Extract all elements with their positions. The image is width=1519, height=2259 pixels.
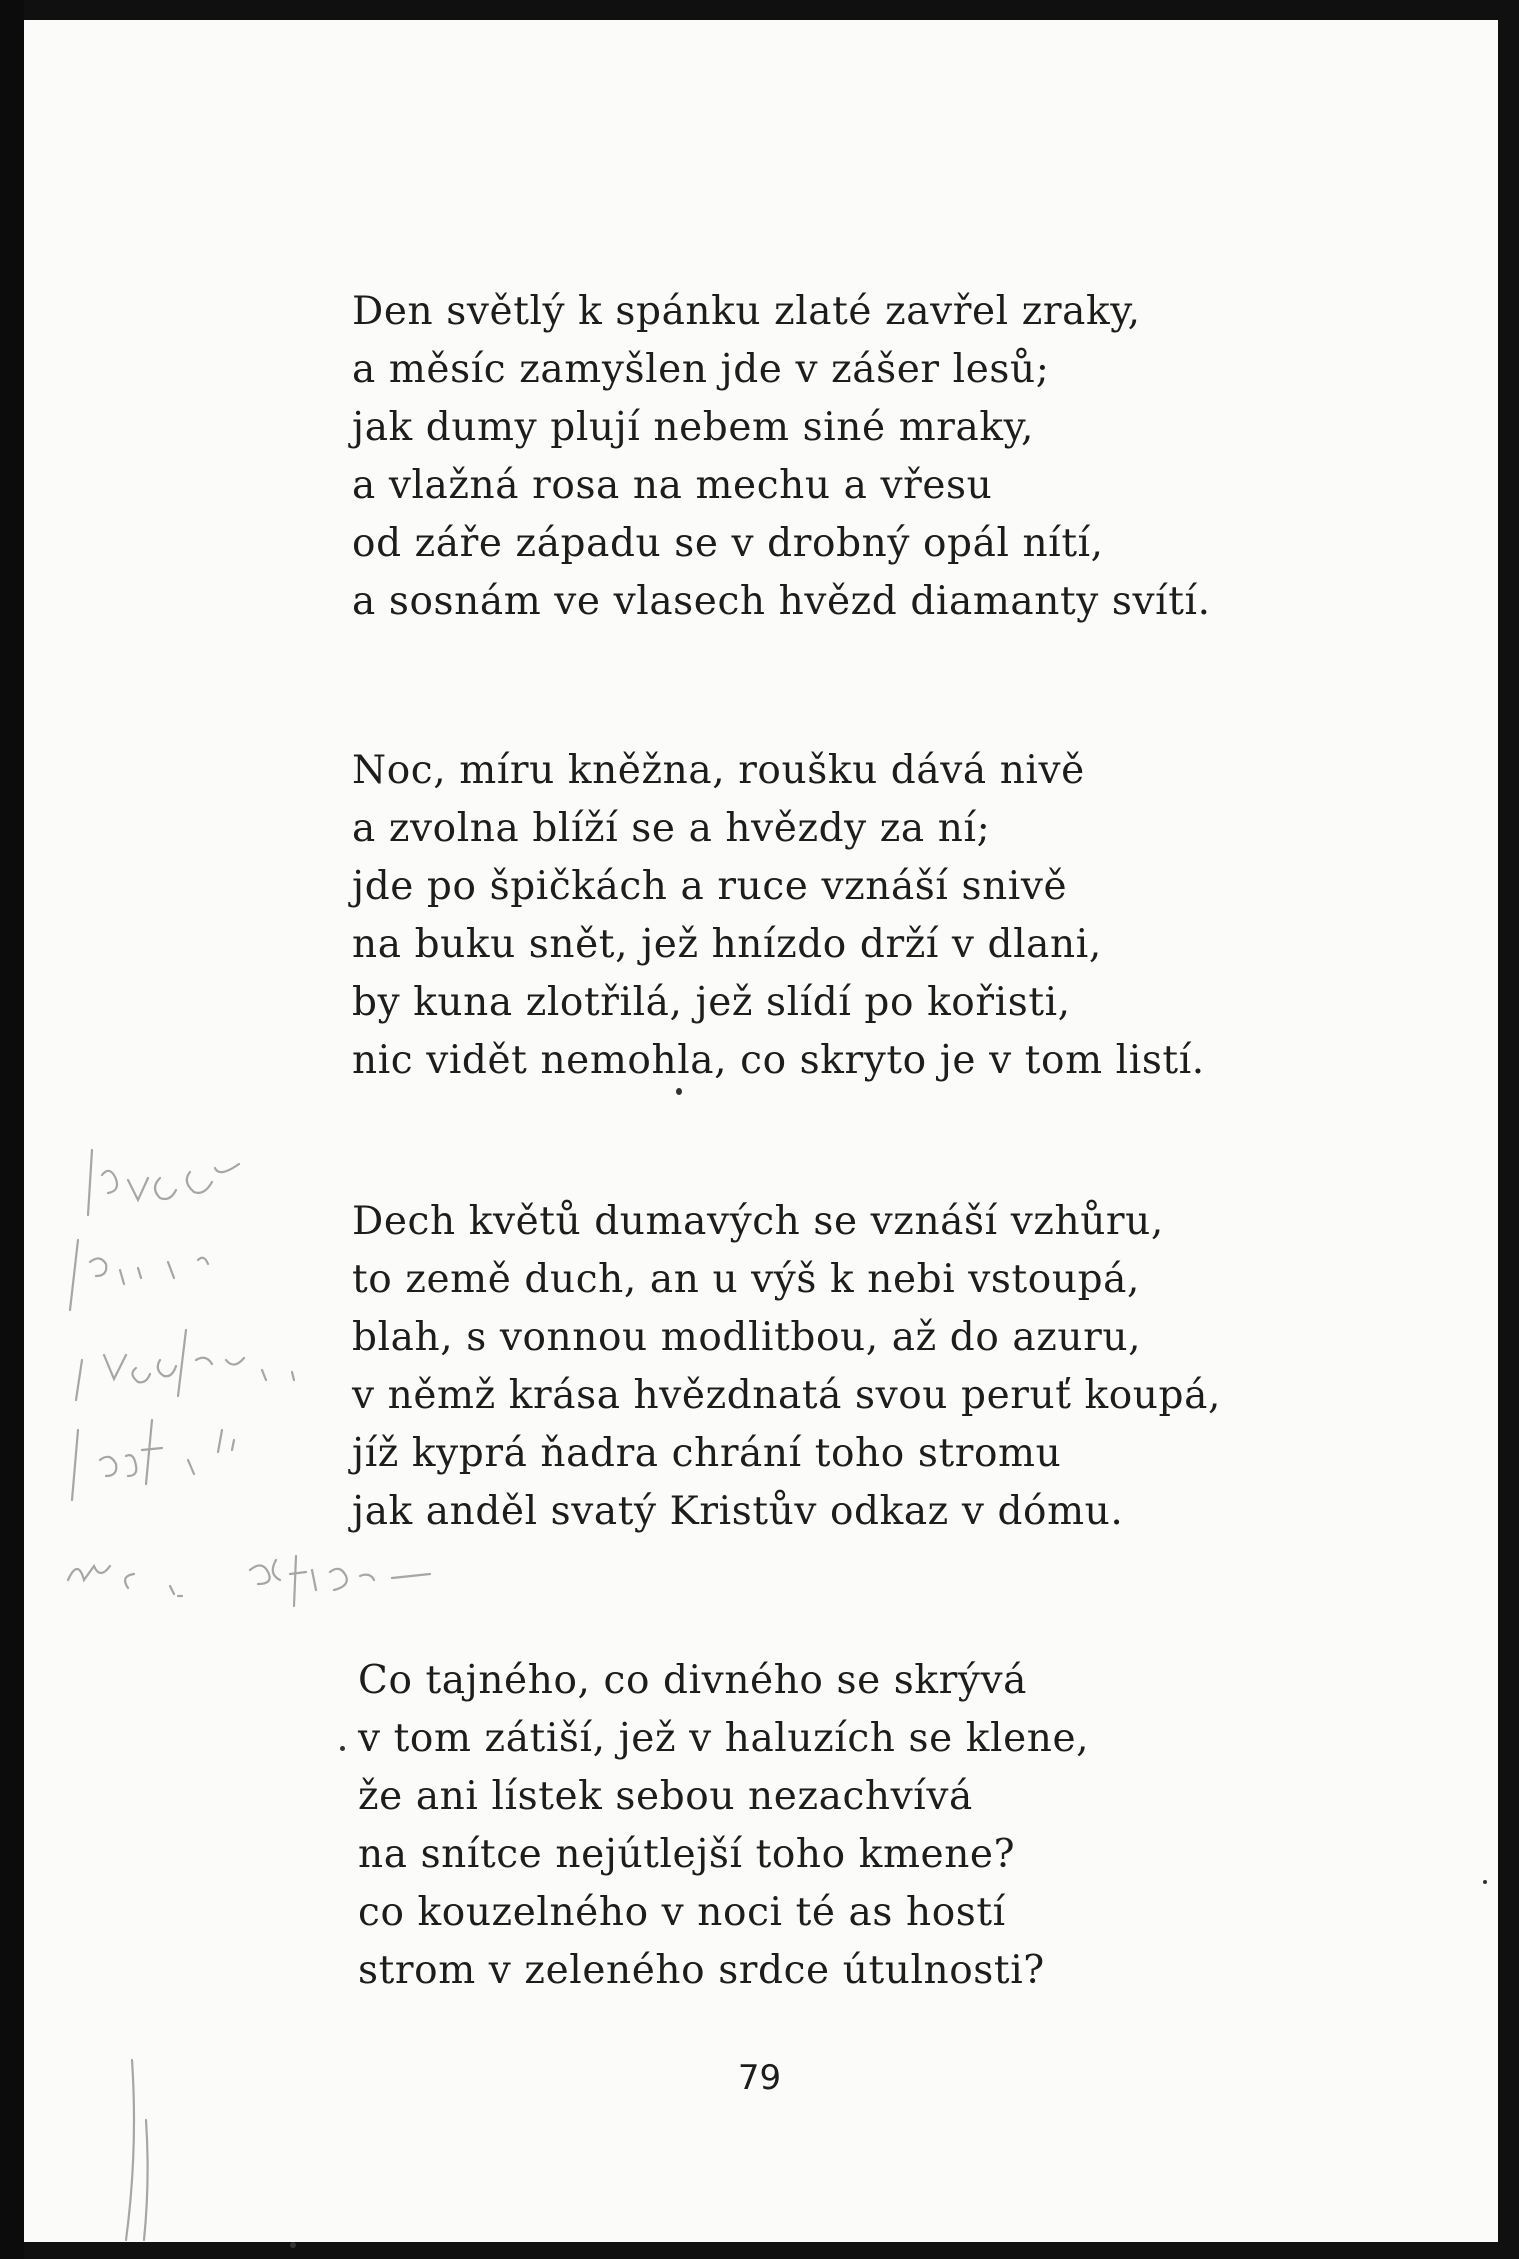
page-number: 79 (737, 2058, 782, 2098)
verse-line: od záře západu se v drobný opál nítí, (352, 521, 1104, 566)
verse-line: Dech květů dumavých se vznáší vzhůru, (352, 1199, 1164, 1244)
verse-line: v tom zátiší, jež v haluzích se klene, (358, 1716, 1090, 1761)
verse-line: to země duch, an u výš k nebi vstoupá, (352, 1257, 1141, 1302)
verse-line: by kuna zlotřilá, jež slídí po kořisti, (352, 980, 1071, 1025)
stanza-1 (352, 283, 1252, 631)
ink-speck (290, 2242, 296, 2248)
stanza-4 (358, 1652, 1258, 2000)
verse-line: jíž kyprá ňadra chrání toho stromu (352, 1431, 1062, 1476)
verse-line: blah, s vonnou modlitbou, až do azuru, (352, 1315, 1142, 1360)
verse-line: že ani lístek sebou nezachvívá (358, 1774, 973, 1819)
stanza-3 (352, 1193, 1252, 1541)
verse-line: Den světlý k spánku zlaté zavřel zraky, (352, 289, 1141, 334)
verse-line: co kouzelného v noci té as hostí (358, 1890, 1006, 1935)
stanza-2 (352, 742, 1252, 1090)
ink-speck (340, 1746, 345, 1751)
ink-speck (1483, 1880, 1487, 1884)
verse-line: v němž krása hvězdnatá svou peruť koupá, (352, 1373, 1221, 1418)
verse-line: a měsíc zamyšlen jde v zášer lesů; (352, 347, 1050, 392)
verse-line: jak anděl svatý Kristův odkaz v dómu. (352, 1489, 1124, 1534)
verse-line: a zvolna blíží se a hvězdy za ní; (352, 806, 991, 851)
verse-line: na buku snět, jež hnízdo drží v dlani, (352, 922, 1102, 967)
verse-line: jak dumy plují nebem siné mraky, (352, 405, 1035, 450)
verse-line: a vlažná rosa na mechu a vřesu (352, 463, 993, 508)
verse-line: na snítce nejútlejší toho kmene? (358, 1832, 1016, 1877)
verse-line: Noc, míru kněžna, roušku dává nivě (352, 748, 1085, 793)
pencil-marginalia (0, 0, 460, 2259)
verse-line: nic vidět nemohla, co skryto je v tom listí. (352, 1038, 1205, 1083)
verse-line: a sosnám ve vlasech hvězd diamanty svítí. (352, 579, 1211, 624)
verse-line: strom v zeleného srdce útulnosti? (358, 1948, 1045, 1993)
ink-speck (676, 1088, 682, 1095)
verse-line: Co tajného, co divného se skrývá (358, 1658, 1028, 1703)
verse-line: jde po špičkách a ruce vznáší snivě (352, 864, 1068, 909)
